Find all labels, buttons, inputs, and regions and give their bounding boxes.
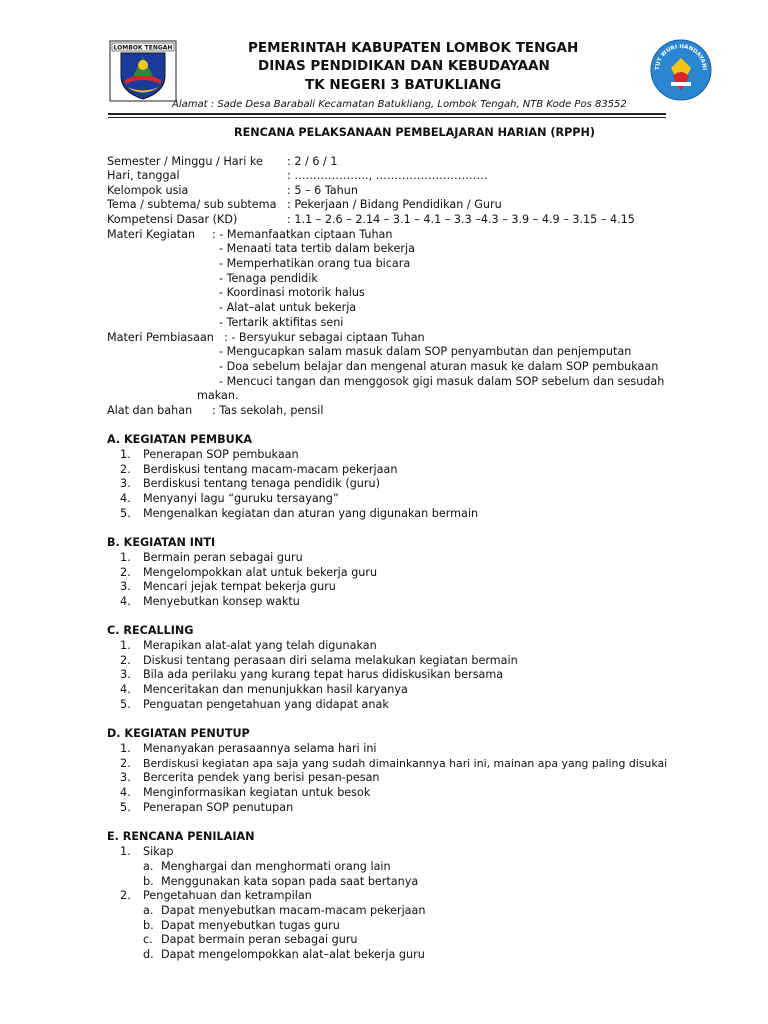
list-number: 3. (120, 668, 131, 681)
materi-kegiatan-item: - Tertarik aktifitas seni (219, 316, 344, 329)
lombok-tengah-logo (109, 40, 177, 102)
section-b-heading: B. KEGIATAN INTI (107, 536, 216, 549)
list-number: 1. (120, 448, 131, 461)
header-address: Alamat : Sade Desa Barabali Kecamatan Batukliang, Lombok Tengah, NTB Kode Pos 83552 (172, 99, 627, 110)
materi-kegiatan-first: : - Memanfaatkan ciptaan Tuhan (212, 228, 393, 241)
list-item: Penerapan SOP pembukaan (143, 448, 299, 461)
list-item: Menanyakan perasaannya selama hari ini (143, 742, 377, 755)
kd-label: Kompetensi Dasar (KD) (107, 213, 238, 226)
hari-value: : ……………….., ………………………… (287, 169, 488, 182)
list-number: 4. (120, 683, 131, 696)
header-line-2: DINAS PENDIDIKAN DAN KEBUDAYAAN (258, 58, 550, 74)
list-item: Berdiskusi kegiatan apa saja yang sudah dimainkannya hari ini, mainan apa yang paling disukai (143, 757, 668, 770)
materi-pembiasaan-item: - Doa sebelum belajar dan mengenal aturan masuk ke dalam SOP pembukaan (219, 360, 659, 373)
list-number: 3. (120, 771, 131, 784)
list-letter: a. (143, 904, 154, 917)
section-e-heading: E. RENCANA PENILAIAN (107, 830, 255, 843)
semester-value: : 2 / 6 / 1 (287, 155, 338, 168)
kelompok-value: : 5 – 6 Tahun (287, 184, 358, 197)
list-number: 2. (120, 654, 131, 667)
sub-list-item: Menghargai dan menghormati orang lain (161, 860, 391, 873)
section-c-heading: C. RECALLING (107, 624, 194, 637)
list-item: Bermain peran sebagai guru (143, 551, 303, 564)
list-number: 2. (120, 757, 131, 770)
list-number: 1. (120, 742, 131, 755)
section-d-heading: D. KEGIATAN PENUTUP (107, 727, 250, 740)
semester-label: Semester / Minggu / Hari ke (107, 155, 263, 168)
list-letter: b. (143, 875, 154, 888)
list-item: Merapikan alat-alat yang telah digunakan (143, 639, 377, 652)
materi-pembiasaan-wrap: makan. (197, 389, 239, 402)
tut-wuri-handayani-logo (649, 38, 713, 102)
list-number: 5. (120, 698, 131, 711)
list-item: Mengenalkan kegiatan dan aturan yang digunakan bermain (143, 507, 479, 520)
right-logo-text: TUT WURI HANDAYANI (654, 43, 708, 71)
list-number: 4. (120, 786, 131, 799)
sub-list-item: Menggunakan kata sopan pada saat bertanya (161, 875, 419, 888)
list-number: 2. (120, 889, 131, 902)
left-logo-text: LOMBOK TENGAH (113, 44, 173, 52)
sub-list-item: Dapat menyebutkan tugas guru (161, 919, 340, 932)
materi-kegiatan-item: - Tenaga pendidik (219, 272, 318, 285)
sub-list-item: Dapat mengelompokkan alat–alat bekerja guru (161, 948, 425, 961)
list-number: 1. (120, 639, 131, 652)
list-number: 2. (120, 463, 131, 476)
kd-value: : 1.1 – 2.6 – 2.14 – 3.1 – 4.1 – 3.3 –4.3 – 3.9 – 4.9 – 3.15 – 4.15 (287, 213, 635, 226)
header-line-1: PEMERINTAH KABUPATEN LOMBOK TENGAH (248, 40, 579, 56)
list-letter: d. (143, 948, 154, 961)
header-divider-thin (108, 117, 666, 118)
materi-pembiasaan-first: : - Bersyukur sebagai ciptaan Tuhan (224, 331, 425, 344)
list-number: 1. (120, 551, 131, 564)
materi-kegiatan-item: - Memperhatikan orang tua bicara (219, 257, 411, 270)
list-item: Menceritakan dan menunjukkan hasil karyanya (143, 683, 408, 696)
list-item: Berdiskusi tentang tenaga pendidik (guru) (143, 477, 380, 490)
list-number: 2. (120, 566, 131, 579)
hari-label: Hari, tanggal (107, 169, 180, 182)
list-item-sikap: Sikap (143, 845, 174, 858)
alat-value: : Tas sekolah, pensil (212, 404, 324, 417)
list-item: Mencari jejak tempat bekerja guru (143, 580, 336, 593)
materi-kegiatan-item: - Menaati tata tertib dalam bekerja (219, 242, 415, 255)
sub-list-item: Dapat bermain peran sebagai guru (161, 933, 358, 946)
list-number: 5. (120, 801, 131, 814)
document-title: RENCANA PELAKSANAAN PEMBELAJARAN HARIAN (RPPH) (234, 126, 595, 139)
list-item: Penguatan pengetahuan yang didapat anak (143, 698, 389, 711)
list-number: 5. (120, 507, 131, 520)
list-number: 3. (120, 580, 131, 593)
list-item: Menyebutkan konsep waktu (143, 595, 300, 608)
list-item: Menginformasikan kegiatan untuk besok (143, 786, 371, 799)
list-letter: c. (143, 933, 153, 946)
list-item: Penerapan SOP penutupan (143, 801, 294, 814)
tema-value: : Pekerjaan / Bidang Pendidikan / Guru (287, 198, 502, 211)
list-number: 4. (120, 595, 131, 608)
kelompok-label: Kelompok usia (107, 184, 189, 197)
list-item: Diskusi tentang perasaan diri selama melakukan kegiatan bermain (143, 654, 518, 667)
alat-label: Alat dan bahan (107, 404, 193, 417)
list-item: Mengelompokkan alat untuk bekerja guru (143, 566, 378, 579)
tema-label: Tema / subtema/ sub subtema (107, 198, 277, 211)
list-number: 4. (120, 492, 131, 505)
list-item-pengetahuan: Pengetahuan dan ketrampilan (143, 889, 312, 902)
materi-kegiatan-item: - Koordinasi motorik halus (219, 286, 365, 299)
materi-pembiasaan-item: - Mengucapkan salam masuk dalam SOP penyambutan dan penjemputan (219, 345, 632, 358)
materi-kegiatan-label: Materi Kegiatan (107, 228, 196, 241)
list-letter: a. (143, 860, 154, 873)
list-number: 1. (120, 845, 131, 858)
list-letter: b. (143, 919, 154, 932)
list-item: Bila ada perilaku yang kurang tepat harus didiskusikan bersama (143, 668, 504, 681)
list-item: Berdiskusi tentang macam-macam pekerjaan (143, 463, 398, 476)
materi-pembiasaan-item: - Mencuci tangan dan menggosok gigi masuk dalam SOP sebelum dan sesudah (219, 375, 665, 388)
header-line-3: TK NEGERI 3 BATUKLIANG (305, 77, 502, 93)
section-a-heading: A. KEGIATAN PEMBUKA (107, 433, 253, 446)
materi-pembiasaan-label: Materi Pembiasaan (107, 331, 214, 344)
header-divider-thick (108, 113, 666, 115)
sub-list-item: Dapat menyebutkan macam-macam pekerjaan (161, 904, 426, 917)
list-number: 3. (120, 477, 131, 490)
list-item: Bercerita pendek yang berisi pesan-pesan (143, 771, 380, 784)
materi-kegiatan-item: - Alat–alat untuk bekerja (219, 301, 357, 314)
list-item: Menyanyi lagu “guruku tersayang” (143, 492, 339, 505)
